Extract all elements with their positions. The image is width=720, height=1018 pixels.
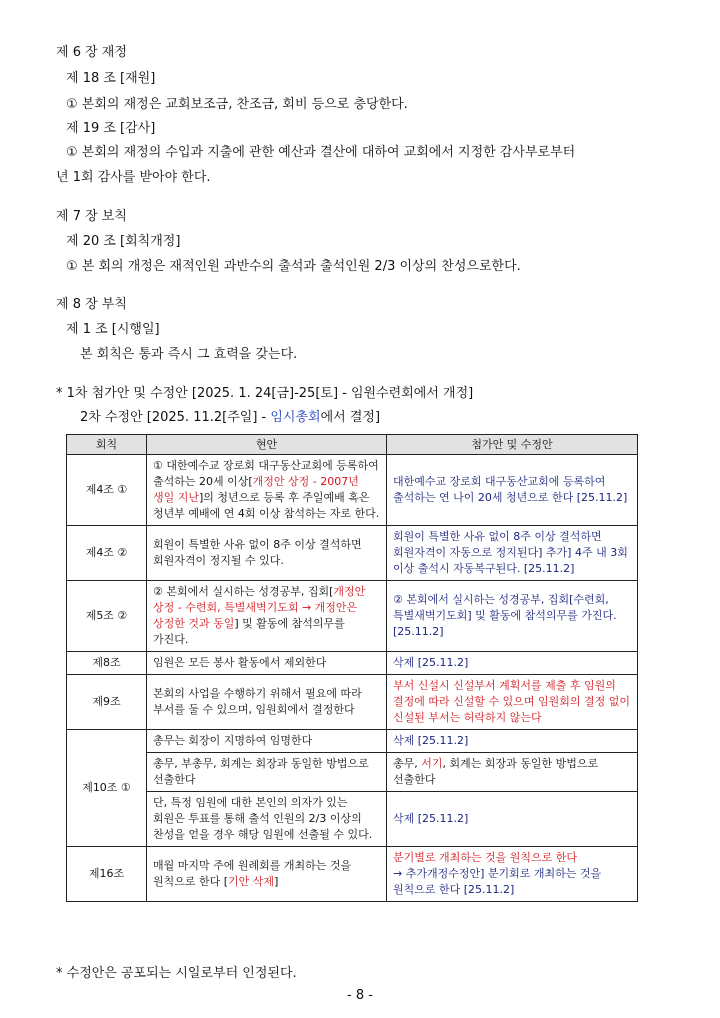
revision-note-2-highlight: 임시총회 xyxy=(270,410,321,425)
row-current-proposal: 개정안 상정 - 수련회, 특별새벽기도회 → 개정안은 상정한 것과 동일 xyxy=(153,585,366,630)
revision-note-2 xyxy=(80,410,380,426)
row-current-text-end: ] 및 활동에 참석의무를 가진다. xyxy=(153,617,345,646)
article-18-title: 제 18 조 [재원] xyxy=(66,71,156,86)
row-current: 본회의 사업을 수행하기 위해서 필요에 따라 부서를 둘 수 있으며, 임원회에서 결정한다 xyxy=(147,675,387,730)
row-revision: 삭제 [25.11.2] xyxy=(387,730,638,753)
row-article: 제10조 ① xyxy=(67,730,147,847)
row-revision-highlight: 서기 xyxy=(421,757,443,770)
row-current-text: 매월 마지막 주에 원례회를 개최하는 것을 원칙으로 한다 [ xyxy=(153,859,352,888)
revision-note-2-pre: 2차 수정안 [2025. 11.2[주일] - xyxy=(80,410,271,425)
row-current-text: ② 본회에서 실시하는 성경공부, 집회[ xyxy=(153,585,334,598)
row-current: 총무, 부총무, 회계는 회장과 동일한 방법으로 선출한다 xyxy=(147,753,387,792)
page-number: - 8 - xyxy=(347,988,373,1003)
row-current xyxy=(147,847,387,902)
row-revision: 대한예수교 장로회 대구동산교회에 등록하여 출석하는 연 나이 20세 청년으로 한다 [25.11.2] xyxy=(387,455,638,526)
table-row xyxy=(67,730,638,753)
row-article: 제16조 xyxy=(67,847,147,902)
row-article: 제9조 xyxy=(67,675,147,730)
row-article: 제5조 ② xyxy=(67,581,147,652)
revision-note-2-post: 에서 결정] xyxy=(320,410,381,425)
chapter-6-heading: 제 6 장 재정 xyxy=(56,45,127,60)
row-article: 제8조 xyxy=(67,652,147,675)
chapter-7-heading: 제 7 장 보칙 xyxy=(56,209,127,224)
header-current: 현안 xyxy=(147,435,387,455)
row-current: 회원이 특별한 사유 없이 8주 이상 결석하면 회원자격이 정지될 수 있다. xyxy=(147,526,387,581)
row-revision-text-end: , 회계는 회장과 동일한 방법으로 선출한다 xyxy=(393,757,599,786)
row-revision-text: 총무, xyxy=(393,757,422,770)
article-20-title: 제 20 조 [회칙개정] xyxy=(66,234,181,249)
article-19-clause-1-cont: 년 1회 감사를 받아야 한다. xyxy=(56,170,211,185)
table-row xyxy=(67,753,638,792)
row-revision-red: 분기별로 개최하는 것을 원칙으로 한다 xyxy=(393,851,578,864)
row-article: 제4조 ① xyxy=(67,455,147,526)
row-current: 단, 특정 임원에 대한 본인의 의자가 있는 회원은 투표를 통해 출석 인원의 2/3 이상의 찬성을 얻을 경우 해당 임원에 선출될 수 있다. xyxy=(147,792,387,847)
row-revision-blue: → 추가개정수정안] 분기회로 개최하는 것을 원칙으로 한다 [25.11.2] xyxy=(393,867,602,896)
header-revision: 첨가안 및 수정안 xyxy=(387,435,638,455)
article-19-clause-1: ① 본회의 재정의 수입과 지출에 관한 예산과 결산에 대하여 교회에서 지정한 감사부로부터 xyxy=(66,145,576,160)
article-19-title: 제 19 조 [감사] xyxy=(66,121,156,136)
row-current-proposal: 기안 삭제 xyxy=(228,875,275,888)
article-20-clause-1: ① 본 회의 개정은 재적인원 과반수의 출석과 출석인원 2/3 이상의 찬성으로한다. xyxy=(66,259,521,274)
row-current xyxy=(147,581,387,652)
table-row xyxy=(67,581,638,652)
row-article: 제4조 ② xyxy=(67,526,147,581)
header-article: 회칙 xyxy=(67,435,147,455)
amendment-table xyxy=(66,434,638,902)
row-revision: 회원이 특별한 사유 없이 8주 이상 결석하면 회원자격이 자동으로 정지된다] 추가] 4주 내 3회 이상 출석시 자동복구된다. [25.11.2] xyxy=(387,526,638,581)
row-revision xyxy=(387,753,638,792)
row-current: 총무는 회장이 지명하여 임명한다 xyxy=(147,730,387,753)
revision-note-1: * 1차 첨가안 및 수정안 [2025. 1. 24[금]-25[토] - 임원수련회에서 개정] xyxy=(56,386,474,401)
row-current-text-end: ]의 청년으로 등록 후 주일예배 혹은 청년부 예배에 연 4회 이상 참석하는 자로 한다. xyxy=(153,491,380,520)
row-revision: ② 본회에서 실시하는 성경공부, 집회[수련회, 특별새벽기도회] 및 활동에 참석의무를 가진다. [25.11.2] xyxy=(387,581,638,652)
addendum-article-1-title: 제 1 조 [시행일] xyxy=(66,322,160,337)
table-row xyxy=(67,652,638,675)
row-current xyxy=(147,455,387,526)
footnote: * 수정안은 공포되는 시일로부터 인정된다. xyxy=(56,966,297,981)
row-revision xyxy=(387,847,638,902)
table-row xyxy=(67,455,638,526)
row-current: 임원은 모든 봉사 활동에서 제외한다 xyxy=(147,652,387,675)
row-revision: 부서 신설시 신설부서 계획서를 제출 후 임원의 결정에 따라 신설할 수 있으며 임원회의 결정 없이 신설된 부서는 허락하지 않는다 xyxy=(387,675,638,730)
row-current-text-end: ] xyxy=(274,875,279,888)
addendum-article-1-text: 본 회칙은 통과 즉시 그 효력을 갖는다. xyxy=(80,347,298,362)
row-revision: 삭제 [25.11.2] xyxy=(387,652,638,675)
article-18-clause-1: ① 본회의 재정은 교회보조금, 찬조금, 회비 등으로 충당한다. xyxy=(66,97,408,112)
table-row xyxy=(67,526,638,581)
table-row xyxy=(67,675,638,730)
row-current-text: ① 대한예수교 장로회 대구동산교회에 등록하여 출석하는 20세 이상[ xyxy=(153,459,379,488)
table-row xyxy=(67,847,638,902)
row-current-proposal: 개정안 상정 - 2007년 생일 지난 xyxy=(153,475,359,504)
table-header-row xyxy=(67,435,638,455)
chapter-8-heading: 제 8 장 부칙 xyxy=(56,297,127,312)
table-row xyxy=(67,792,638,847)
row-revision: 삭제 [25.11.2] xyxy=(387,792,638,847)
